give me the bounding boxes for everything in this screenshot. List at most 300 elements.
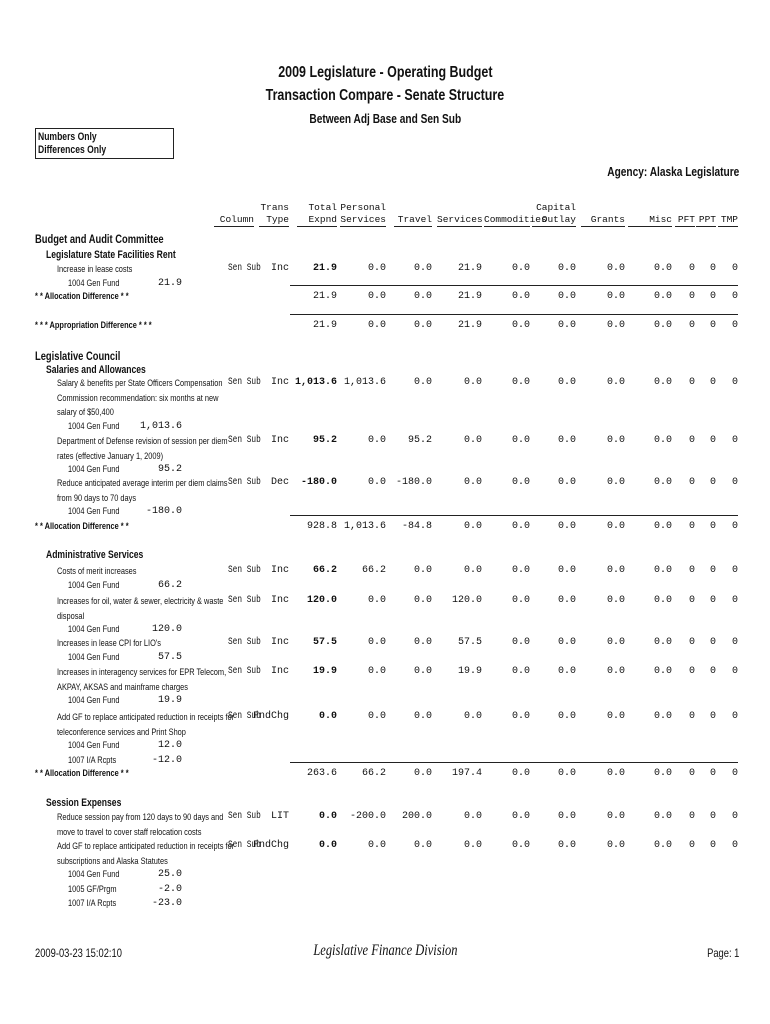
fund-source-name: 1004 Gen Fund bbox=[68, 740, 120, 751]
column-header-ppt-bottom: PPT bbox=[696, 214, 716, 227]
value-travel: 0.0 bbox=[413, 711, 432, 722]
value-travel: 0.0 bbox=[413, 263, 432, 274]
description-line bbox=[57, 711, 257, 726]
transaction-type: Inc bbox=[270, 435, 289, 446]
description-line-text: Increases in interagency services for EPR Telecom, bbox=[57, 667, 227, 678]
value-services: 0.0 bbox=[463, 565, 482, 576]
value-misc: 0.0 bbox=[653, 291, 672, 302]
description-line-text: move to travel to cover staff relocation costs bbox=[57, 826, 202, 838]
column-header-tmp-bottom: TMP bbox=[718, 214, 738, 227]
value-ppt: 0 bbox=[709, 811, 716, 822]
value-services: 0.0 bbox=[463, 811, 482, 822]
value-pft: 0 bbox=[688, 840, 695, 851]
value-tmp: 0 bbox=[731, 637, 738, 648]
value-tmp: 0 bbox=[731, 811, 738, 822]
allocation-difference-label bbox=[35, 768, 155, 779]
column-header-services bbox=[437, 202, 482, 227]
subtotal-rule bbox=[290, 285, 738, 286]
description-line bbox=[57, 595, 257, 610]
column-header-misc-bottom: Misc bbox=[628, 214, 672, 227]
value-total: 19.9 bbox=[312, 666, 337, 677]
value-tmp: 0 bbox=[731, 595, 738, 606]
column-header-total-bottom: Expnd bbox=[297, 214, 337, 227]
value-travel: 0.0 bbox=[413, 320, 432, 331]
value-travel: -180.0 bbox=[395, 477, 432, 488]
column-header-misc bbox=[628, 202, 672, 227]
transaction-column-text: Sen Sub bbox=[228, 840, 261, 851]
value-services: 19.9 bbox=[457, 666, 482, 677]
column-header-services-top bbox=[437, 202, 482, 214]
transaction-column-text: Sen Sub bbox=[228, 666, 261, 677]
fund-source-amount: 120.0 bbox=[151, 624, 182, 635]
value-ppt: 0 bbox=[709, 435, 716, 446]
appropriation-difference-label bbox=[35, 320, 185, 331]
fund-source-name: 1004 Gen Fund bbox=[68, 464, 120, 475]
fund-source-amount: 66.2 bbox=[157, 579, 182, 591]
value-tmp: 0 bbox=[731, 768, 738, 779]
transaction-type: Inc bbox=[270, 565, 289, 576]
column-header-capital bbox=[532, 202, 576, 227]
value-commodities: 0.0 bbox=[511, 768, 530, 779]
description-line-text: from 90 days to 70 days bbox=[57, 492, 137, 504]
value-services: 57.5 bbox=[457, 637, 482, 648]
description-line-text: Add GF to replace anticipated reduction in receipts for bbox=[57, 841, 235, 852]
column-header-commodities-bottom: Commodities bbox=[484, 214, 547, 225]
page-number: Page: 1 bbox=[706, 946, 739, 960]
transaction-type: Dec bbox=[270, 477, 289, 488]
value-services: 0.0 bbox=[463, 435, 482, 446]
description-line-text: Department of Defense revision of session per diem bbox=[57, 436, 228, 447]
description-line bbox=[57, 263, 257, 278]
transaction-description bbox=[57, 477, 257, 506]
section-heading bbox=[35, 349, 144, 363]
value-personal: 0.0 bbox=[367, 637, 386, 648]
value-capital: 0.0 bbox=[557, 840, 576, 851]
value-services: 0.0 bbox=[463, 840, 482, 851]
description-line bbox=[57, 492, 257, 507]
description-line bbox=[57, 840, 257, 855]
value-total: 66.2 bbox=[312, 565, 337, 576]
subsection-heading bbox=[46, 249, 212, 261]
column-header-ppt-top bbox=[696, 202, 716, 214]
column-header-travel-top bbox=[394, 202, 432, 214]
description-line bbox=[57, 681, 257, 696]
column-header-personal-bottom: Services bbox=[340, 214, 386, 225]
fund-source-name: 1007 I/A Rcpts bbox=[68, 898, 117, 909]
option-differences-only: Differences Only bbox=[38, 144, 107, 156]
value-grants: 0.0 bbox=[606, 263, 625, 274]
value-grants: 0.0 bbox=[606, 768, 625, 779]
section-heading-text: Budget and Audit Committee bbox=[35, 232, 164, 246]
fund-source-amount: 25.0 bbox=[157, 869, 182, 880]
description-line-text: Reduce session pay from 120 days to 90 days and bbox=[57, 812, 224, 823]
value-pft: 0 bbox=[688, 565, 695, 576]
value-commodities: 0.0 bbox=[511, 291, 530, 302]
value-services: 21.9 bbox=[457, 263, 482, 274]
description-line-text: Salary & benefits per State Officers Compensation bbox=[57, 378, 223, 389]
value-ppt: 0 bbox=[709, 377, 716, 388]
fund-source-amount: 12.0 bbox=[157, 740, 182, 751]
value-commodities: 0.0 bbox=[511, 711, 530, 722]
column-header-trans-bottom: Type bbox=[259, 214, 289, 227]
description-line-text: Increases for oil, water & sewer, electricity & waste bbox=[57, 596, 224, 607]
description-line bbox=[57, 392, 257, 407]
value-misc: 0.0 bbox=[653, 666, 672, 677]
fund-source-name: 1004 Gen Fund bbox=[68, 695, 120, 706]
description-line bbox=[57, 377, 257, 392]
value-personal: 0.0 bbox=[367, 666, 386, 677]
value-tmp: 0 bbox=[731, 291, 738, 302]
value-capital: 0.0 bbox=[557, 637, 576, 648]
fund-source-name: 1004 Gen Fund bbox=[68, 624, 120, 635]
column-header-pft-top bbox=[675, 202, 695, 214]
value-misc: 0.0 bbox=[653, 768, 672, 779]
value-travel: -84.8 bbox=[401, 521, 432, 532]
description-line bbox=[57, 726, 257, 741]
description-line-text: rates (effective January 1, 2009) bbox=[57, 450, 164, 462]
description-line bbox=[57, 477, 257, 492]
value-personal: -200.0 bbox=[349, 811, 386, 822]
subsection-heading bbox=[46, 364, 174, 376]
value-capital: 0.0 bbox=[557, 711, 576, 722]
value-services: 21.9 bbox=[457, 320, 482, 331]
value-misc: 0.0 bbox=[653, 377, 672, 388]
description-line-text: Costs of merit increases bbox=[57, 566, 137, 577]
value-grants: 0.0 bbox=[606, 711, 625, 722]
difference-label-text: * * Allocation Difference * * bbox=[35, 521, 129, 532]
transaction-column-text: Sen Sub bbox=[228, 811, 261, 822]
value-commodities: 0.0 bbox=[511, 666, 530, 677]
value-commodities: 0.0 bbox=[511, 595, 530, 606]
value-pft: 0 bbox=[688, 435, 695, 446]
column-header-grants-bottom: Grants bbox=[581, 214, 625, 227]
section-heading-text: Legislative Council bbox=[35, 349, 121, 363]
description-line-text: Reduce anticipated average interim per diem claims bbox=[57, 478, 228, 489]
value-total: 0.0 bbox=[318, 811, 337, 822]
value-grants: 0.0 bbox=[606, 521, 625, 532]
description-line-text: Increase in lease costs bbox=[57, 264, 133, 275]
fund-source-amount: -23.0 bbox=[151, 898, 182, 909]
fund-source-amount: 19.9 bbox=[157, 695, 182, 706]
fund-source-name: 1007 I/A Rcpts bbox=[68, 754, 117, 766]
value-personal: 66.2 bbox=[361, 565, 386, 576]
fund-source-name: 1004 Gen Fund bbox=[68, 869, 120, 880]
value-capital: 0.0 bbox=[557, 291, 576, 302]
value-misc: 0.0 bbox=[653, 263, 672, 274]
value-capital: 0.0 bbox=[557, 377, 576, 388]
value-total: 21.9 bbox=[312, 263, 337, 274]
value-ppt: 0 bbox=[709, 521, 716, 532]
column-header-travel bbox=[394, 202, 432, 227]
value-commodities: 0.0 bbox=[511, 811, 530, 822]
value-ppt: 0 bbox=[709, 711, 716, 722]
value-total: 21.9 bbox=[312, 320, 337, 331]
value-grants: 0.0 bbox=[606, 595, 625, 606]
value-misc: 0.0 bbox=[653, 811, 672, 822]
value-ppt: 0 bbox=[709, 291, 716, 302]
description-line-text: teleconference services and Print Shop bbox=[57, 726, 186, 738]
value-capital: 0.0 bbox=[557, 768, 576, 779]
value-travel: 0.0 bbox=[413, 768, 432, 779]
report-options-box bbox=[35, 128, 174, 159]
difference-label-text: * * Allocation Difference * * bbox=[35, 291, 129, 302]
value-personal: 0.0 bbox=[367, 595, 386, 606]
transaction-type: Inc bbox=[270, 595, 289, 606]
value-misc: 0.0 bbox=[653, 477, 672, 488]
value-grants: 0.0 bbox=[606, 291, 625, 302]
value-tmp: 0 bbox=[731, 377, 738, 388]
value-total: 21.9 bbox=[312, 291, 337, 302]
value-grants: 0.0 bbox=[606, 637, 625, 648]
description-line bbox=[57, 826, 257, 841]
fund-source-amount: -180.0 bbox=[145, 506, 182, 517]
fund-source-name: 1004 Gen Fund bbox=[68, 277, 120, 289]
value-services: 0.0 bbox=[463, 477, 482, 488]
value-total: 0.0 bbox=[318, 711, 337, 722]
value-ppt: 0 bbox=[709, 666, 716, 677]
value-services: 0.0 bbox=[463, 521, 482, 532]
column-header-grants-top bbox=[581, 202, 625, 214]
print-timestamp: 2009-03-23 15:02:10 bbox=[35, 946, 122, 960]
value-capital: 0.0 bbox=[557, 435, 576, 446]
description-line-text: subscriptions and Alaska Statutes bbox=[57, 855, 168, 867]
fund-source-name: 1004 Gen Fund bbox=[68, 506, 120, 517]
column-header-services-bottom: Services bbox=[437, 214, 483, 225]
transaction-column-text: Sen Sub bbox=[228, 377, 261, 388]
transaction-description bbox=[57, 666, 257, 695]
value-personal: 0.0 bbox=[367, 840, 386, 851]
fund-source-amount: 95.2 bbox=[157, 464, 182, 475]
value-personal: 1,013.6 bbox=[343, 377, 386, 388]
value-grants: 0.0 bbox=[606, 377, 625, 388]
fund-source-amount: 57.5 bbox=[157, 651, 182, 663]
value-commodities: 0.0 bbox=[511, 435, 530, 446]
value-total: 0.0 bbox=[318, 840, 337, 851]
report-comparison: Between Adj Base and Sen Sub bbox=[309, 111, 461, 126]
value-travel: 0.0 bbox=[413, 565, 432, 576]
value-capital: 0.0 bbox=[557, 565, 576, 576]
column-header-column bbox=[214, 202, 254, 227]
column-header-column-top bbox=[214, 202, 254, 214]
value-capital: 0.0 bbox=[557, 811, 576, 822]
subsection-heading bbox=[46, 549, 171, 561]
description-line bbox=[57, 406, 257, 421]
value-tmp: 0 bbox=[731, 435, 738, 446]
value-commodities: 0.0 bbox=[511, 320, 530, 331]
value-grants: 0.0 bbox=[606, 840, 625, 851]
column-header-trans-top: Trans bbox=[260, 202, 289, 213]
value-commodities: 0.0 bbox=[511, 521, 530, 532]
transaction-description bbox=[57, 840, 257, 869]
value-grants: 0.0 bbox=[606, 666, 625, 677]
value-commodities: 0.0 bbox=[511, 840, 530, 851]
value-ppt: 0 bbox=[709, 320, 716, 331]
value-pft: 0 bbox=[688, 320, 695, 331]
value-misc: 0.0 bbox=[653, 435, 672, 446]
subtotal-rule bbox=[290, 515, 738, 516]
value-grants: 0.0 bbox=[606, 565, 625, 576]
value-pft: 0 bbox=[688, 768, 695, 779]
allocation-difference-label bbox=[35, 521, 155, 532]
value-total: 120.0 bbox=[306, 595, 337, 606]
value-capital: 0.0 bbox=[557, 477, 576, 488]
value-pft: 0 bbox=[688, 637, 695, 648]
fund-source-name: 1004 Gen Fund bbox=[68, 420, 120, 432]
value-services: 21.9 bbox=[457, 291, 482, 302]
value-total: -180.0 bbox=[300, 477, 337, 488]
value-tmp: 0 bbox=[731, 565, 738, 576]
fund-source-amount: 21.9 bbox=[157, 277, 182, 289]
value-travel: 0.0 bbox=[413, 637, 432, 648]
report-subtitle: Transaction Compare - Senate Structure bbox=[265, 87, 505, 104]
value-tmp: 0 bbox=[731, 840, 738, 851]
report-title: 2009 Legislature - Operating Budget bbox=[277, 64, 493, 81]
difference-label-text: * * Allocation Difference * * bbox=[35, 768, 129, 779]
value-personal: 1,013.6 bbox=[343, 521, 386, 532]
value-ppt: 0 bbox=[709, 768, 716, 779]
value-grants: 0.0 bbox=[606, 320, 625, 331]
value-total: 928.8 bbox=[306, 521, 337, 532]
column-header-tmp-top bbox=[718, 202, 738, 214]
description-line-text: AKPAY, AKSAS and mainframe charges bbox=[57, 681, 188, 693]
value-pft: 0 bbox=[688, 477, 695, 488]
description-line bbox=[57, 666, 257, 681]
footer-division: Legislative Finance Division bbox=[312, 942, 458, 959]
value-travel: 0.0 bbox=[413, 840, 432, 851]
value-grants: 0.0 bbox=[606, 435, 625, 446]
value-travel: 0.0 bbox=[413, 291, 432, 302]
value-personal: 0.0 bbox=[367, 291, 386, 302]
value-ppt: 0 bbox=[709, 263, 716, 274]
subsection-heading bbox=[46, 797, 143, 809]
value-personal: 0.0 bbox=[367, 477, 386, 488]
transaction-description bbox=[57, 711, 257, 740]
value-commodities: 0.0 bbox=[511, 565, 530, 576]
value-services: 0.0 bbox=[463, 711, 482, 722]
column-header-grants bbox=[581, 202, 625, 227]
description-line bbox=[57, 450, 257, 465]
value-personal: 66.2 bbox=[361, 768, 386, 779]
column-header-personal-top: Personal bbox=[340, 202, 386, 213]
value-personal: 0.0 bbox=[367, 435, 386, 446]
value-grants: 0.0 bbox=[606, 811, 625, 822]
value-commodities: 0.0 bbox=[511, 637, 530, 648]
transaction-description bbox=[57, 811, 257, 840]
transaction-description bbox=[57, 263, 257, 278]
value-services: 0.0 bbox=[463, 377, 482, 388]
subtotal-rule bbox=[290, 762, 738, 763]
fund-source-name: 1004 Gen Fund bbox=[68, 579, 120, 591]
value-ppt: 0 bbox=[709, 637, 716, 648]
transaction-description bbox=[57, 565, 257, 580]
column-header-pft bbox=[675, 202, 695, 227]
value-misc: 0.0 bbox=[653, 521, 672, 532]
value-tmp: 0 bbox=[731, 711, 738, 722]
description-line bbox=[57, 610, 257, 625]
transaction-type: FndChg bbox=[252, 840, 289, 851]
value-capital: 0.0 bbox=[557, 666, 576, 677]
subtotal-rule bbox=[290, 314, 738, 315]
value-misc: 0.0 bbox=[653, 637, 672, 648]
value-personal: 0.0 bbox=[367, 320, 386, 331]
transaction-column-text: Sen Sub bbox=[228, 565, 261, 576]
transaction-type: FndChg bbox=[252, 711, 289, 722]
value-pft: 0 bbox=[688, 377, 695, 388]
description-line bbox=[57, 637, 257, 652]
column-header-tmp bbox=[718, 202, 738, 227]
fund-source-name: 1005 GF/Prgm bbox=[68, 883, 117, 895]
fund-source-amount: 1,013.6 bbox=[139, 420, 182, 432]
description-line bbox=[57, 435, 257, 450]
value-pft: 0 bbox=[688, 291, 695, 302]
column-header-misc-top bbox=[628, 202, 672, 214]
section-heading bbox=[35, 232, 200, 246]
transaction-type: Inc bbox=[270, 377, 289, 388]
transaction-column-text: Sen Sub bbox=[228, 595, 261, 606]
transaction-description bbox=[57, 435, 257, 464]
subsection-heading-text: Salaries and Allowances bbox=[46, 364, 146, 376]
transaction-column-text: Sen Sub bbox=[228, 711, 261, 722]
column-header-commodities bbox=[484, 202, 547, 227]
column-header-capital-top: Capital bbox=[536, 202, 576, 213]
fund-source-amount: -2.0 bbox=[157, 883, 182, 895]
value-commodities: 0.0 bbox=[511, 377, 530, 388]
agency-label: Agency: Alaska Legislature bbox=[606, 164, 739, 179]
value-travel: 0.0 bbox=[413, 377, 432, 388]
option-numbers-only: Numbers Only bbox=[38, 131, 97, 143]
value-ppt: 0 bbox=[709, 477, 716, 488]
description-line bbox=[57, 855, 257, 870]
transaction-type: Inc bbox=[270, 666, 289, 677]
value-tmp: 0 bbox=[731, 521, 738, 532]
value-capital: 0.0 bbox=[557, 521, 576, 532]
fund-source-amount: -12.0 bbox=[151, 754, 182, 766]
value-pft: 0 bbox=[688, 666, 695, 677]
value-capital: 0.0 bbox=[557, 263, 576, 274]
value-total: 263.6 bbox=[306, 768, 337, 779]
description-line-text: salary of $50,400 bbox=[57, 407, 114, 418]
value-travel: 0.0 bbox=[413, 666, 432, 677]
transaction-column-text: Sen Sub bbox=[228, 435, 261, 446]
value-travel: 200.0 bbox=[401, 811, 432, 822]
value-grants: 0.0 bbox=[606, 477, 625, 488]
value-tmp: 0 bbox=[731, 320, 738, 331]
value-ppt: 0 bbox=[709, 595, 716, 606]
transaction-type: Inc bbox=[270, 263, 289, 274]
transaction-type: Inc bbox=[270, 637, 289, 648]
value-services: 120.0 bbox=[451, 595, 482, 606]
value-misc: 0.0 bbox=[653, 711, 672, 722]
subsection-heading-text: Session Expenses bbox=[46, 797, 122, 809]
transaction-column-text: Sen Sub bbox=[228, 263, 261, 274]
column-header-commodities-top bbox=[484, 202, 530, 214]
value-personal: 0.0 bbox=[367, 711, 386, 722]
transaction-type: LIT bbox=[270, 811, 289, 822]
value-pft: 0 bbox=[688, 595, 695, 606]
description-line bbox=[57, 811, 257, 826]
value-pft: 0 bbox=[688, 263, 695, 274]
value-pft: 0 bbox=[688, 811, 695, 822]
subsection-heading-text: Legislature State Facilities Rent bbox=[46, 249, 176, 261]
value-tmp: 0 bbox=[731, 666, 738, 677]
value-travel: 0.0 bbox=[413, 595, 432, 606]
value-misc: 0.0 bbox=[653, 595, 672, 606]
value-capital: 0.0 bbox=[557, 595, 576, 606]
value-tmp: 0 bbox=[731, 477, 738, 488]
value-commodities: 0.0 bbox=[511, 263, 530, 274]
transaction-column-text: Sen Sub bbox=[228, 637, 261, 648]
value-commodities: 0.0 bbox=[511, 477, 530, 488]
